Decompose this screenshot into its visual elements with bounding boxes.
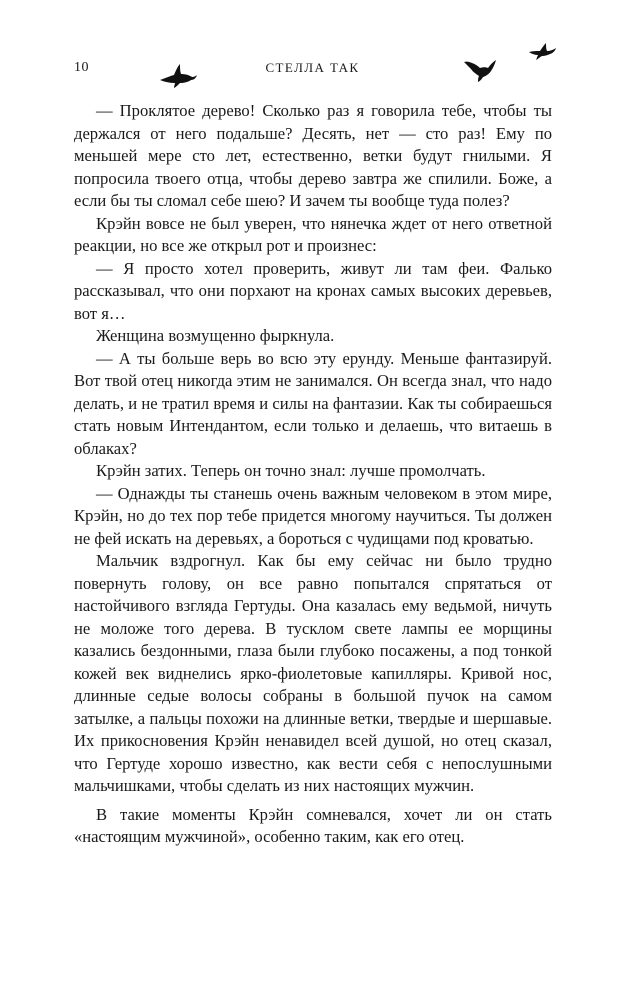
paragraph: В такие моменты Крэйн сомневался, хочет ли он стать «настоящим мужчиной», особенно таким, как его отец. [74,804,552,846]
paragraph: — Проклятое дерево! Сколько раз я говорила тебе, чтобы ты держался от него подальше? Десять, нет — сто раз! Ему по меньшей мере сто лет, естественно, ветки будут гнилыми. Я попросила твоего отца, чтобы дерево завтра же спилили. Боже, а если бы ты сломал себе шею? И зачем ты вообще туда полез? [74,101,552,210]
paragraph: — Я просто хотел проверить, живут ли там феи. Фалько рассказывал, что они порхают на кронах самых высоких деревьев, вот я… [74,258,552,323]
crow-icon [528,42,558,60]
paragraph: Крэйн затих. Теперь он точно знал: лучше промолчать. [96,461,486,480]
paragraph: Крэйн вовсе не был уверен, что нянечка ждет от него ответной реакции, но все же открыл рот и произнес: [74,213,552,255]
paragraph: Мальчик вздрогнул. Как бы ему сейчас ни было трудно повернуть голову, он все равно попытался спрятаться от настойчивого взгляда Гертуды. Она казалась ему ведьмой, ничуть не моложе того дерева. В тусклом свете лампы ее морщины казались бездонными, глаза были глубоко посажены, а под тонкой кожей век виднелись ярко-фиолетовые капилляры. Кривой нос, длинные седые волосы собраны в большой пучок на самом затылке, а пальцы похожи на длинные ветки, твердые и шершавые. Их прикосновения Крэйн ненавидел всей душой, но отец сказал, что Гертуде хорошо известно, как вести себя с непослушными мальчишками, чтобы сделать из них настоящих мужчин. [74,551,552,795]
paragraph: — А ты больше верь во всю эту ерунду. Меньше фантазируй. Вот твой отец никогда этим не занимался. Он всегда знал, что надо делать, и не тратил время и силы на фантазии. Как ты собираешься стать новым Интендантом, если только и делаешь, что витаешь в облаках? [74,348,552,458]
running-head: СТЕЛЛА ТАК [265,60,360,75]
crow-icon [463,58,497,82]
body-text [74,100,552,849]
paragraph: Женщина возмущенно фыркнула. [96,326,335,345]
paragraph: — Однажды ты станешь очень важным человеком в этом мире, Крэйн, но до тех пор тебе придется многому научиться. Ты должен не фей искать на деревьях, а бороться с чудищами под кроватью. [74,483,552,548]
crow-icon [158,62,198,88]
page-number: 10 [74,60,89,75]
